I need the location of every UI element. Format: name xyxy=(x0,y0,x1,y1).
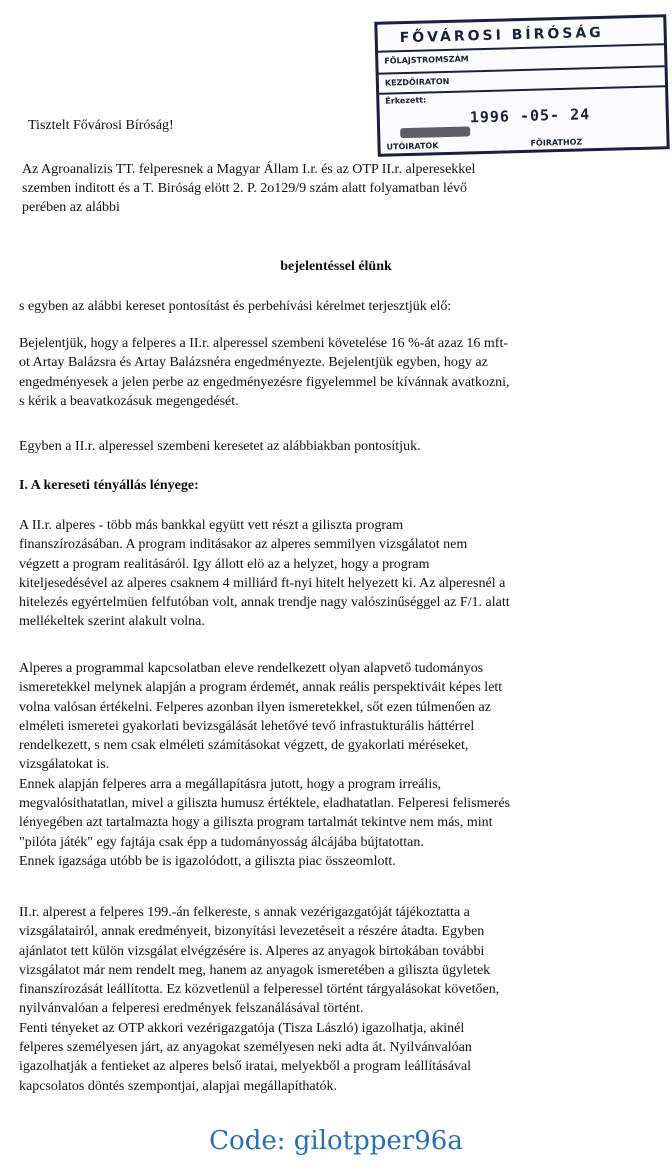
text-line: s kérik a beavatkozásuk megengedését. xyxy=(19,393,239,409)
text-line: engedményesek a jelen perbe az engedményezésre figyelemmel be kívánnak avatkozni, xyxy=(19,374,510,390)
document-code: Code: gilotpper96a xyxy=(209,1126,463,1156)
stamp-divider xyxy=(379,65,665,74)
stamp-row-2: KEZDŐIRATON xyxy=(384,76,450,88)
stamp-row-1: FŐLAJSTROMSZÁM xyxy=(384,54,469,66)
stamp-row-3: Érkezett: xyxy=(385,95,427,106)
text-line: elméleti ismeretei gyakorlati bevizsgálását lehetővé tevő infrastukturális háttérrel xyxy=(19,718,475,734)
text-line: ismeretekkel melynek alapján a program érdemét, annak reális perspektiváit képes lett xyxy=(19,680,503,696)
text-line: ajánlatot tett külön vizsgálat elvégzésére is. Alperes az anyagok birtokában további xyxy=(19,943,485,959)
body-paragraph-3 xyxy=(19,903,664,1096)
text-line: Az Agroanalizis TT. felperesnek a Magyar Állam I.r. és az OTP II.r. alperesekkel xyxy=(22,162,476,177)
text-line: Ennek alapján felperes arra a megállapításra jutott, hogy a program irreális, xyxy=(19,776,442,792)
section-title: I. A kereseti tényállás lényege: xyxy=(19,478,199,493)
text-line: Alperes a programmal kapcsolatban eleve rendelkezett olyan alapvető tudományos xyxy=(19,661,484,676)
stamp-divider xyxy=(379,85,665,94)
stamp-date: 1996 -05- 24 xyxy=(469,105,591,127)
specify-paragraph xyxy=(19,437,664,456)
text-line: "pilóta játék" egy fajtája csak épp a tudományosság álcájába bújtatottan. xyxy=(19,834,424,850)
body-paragraph-2 xyxy=(19,659,664,871)
text-line: mellékeltek szerint alakult volna. xyxy=(19,614,205,630)
text-line: megvalósithatatlan, mivel a giliszta humusz értéktele, eladhatatlan. Felperesi felismerés xyxy=(19,796,510,812)
stamp-row-6: FŐIRATHOZ xyxy=(530,137,583,148)
text-line: volna valósan értékelni. Felperes azonban ilyen ismeretekkel, sőt ezen túlmenően az xyxy=(19,699,491,715)
text-line: végzett a program realitásáról. Igy állott elö az a helyzet, hogy a program xyxy=(19,556,430,572)
text-line: hitelezés egyértelmüen felfutóban volt, annak trendje nagy valószinűséggel az F/1. alatt xyxy=(19,595,510,611)
text-line: s egyben az alábbi kereset pontosítást és perbehívási kérelmet terjesztjük elő: xyxy=(19,299,452,314)
text-line: rendelkezett, s nem csak elméleti számításokat végzett, de gyakorlati méréseket, xyxy=(19,738,469,754)
text-line: kapcsolatos döntés szempontjai, alapjai megállapíthatók. xyxy=(19,1078,338,1094)
text-line: vizsgálatot már nem rendelt meg, hanem az anyagok ismeretében a giliszta ügyletek xyxy=(19,962,491,978)
stamp-title: FŐVÁROSI BÍRÓSÁG xyxy=(399,24,604,47)
text-line: finanszírozásában. A program inditásakor az alperes semmilyen vizsgálatot nem xyxy=(19,537,468,553)
salutation: Tisztelt Fővárosi Bíróság! xyxy=(28,118,174,133)
body-paragraph-1 xyxy=(19,516,664,632)
text-line: nyilvánvalóan a felperesi eredmények felszanálásával történt. xyxy=(19,1001,364,1017)
text-line: szemben inditott és a T. Biróság elött 2. P. 2o129/9 szám alatt folyamatban lévő xyxy=(22,181,468,196)
text-line: ot Artay Balázsra és Artay Balázsnéra engedményezte. Bejelentjük egyben, hogy az xyxy=(19,355,488,371)
center-heading: bejelentéssel élünk xyxy=(280,259,392,274)
announcement-paragraph xyxy=(19,334,664,411)
intro-paragraph xyxy=(22,160,662,217)
text-line: vizsgálatairól, annak eredményeit, bizonyítási levezetéseit a részére átadta. Egyben xyxy=(19,924,485,940)
request-paragraph xyxy=(19,297,664,316)
text-line: kiteljesedésével az alperes csaknem 4 milliárd ft-nyi hitelt helyezett ki. Az alperesnél a xyxy=(19,575,506,591)
text-line: felperes személyesen járt, az anyagokat személyesen neki adta át. Nyilvánvalóan xyxy=(19,1040,472,1056)
text-line: igazolhatják a fentieket az alperes belső iratai, melyekből a program leállításával xyxy=(19,1059,472,1075)
text-line: A II.r. alperes - több más bankkal együtt vett részt a giliszta program xyxy=(19,518,404,533)
court-stamp xyxy=(374,14,669,157)
text-line: Egyben a II.r. alperessel szembeni keresetet az alábbiakban pontosítjuk. xyxy=(19,439,421,454)
text-line: finanszírozását leállította. Ez közvetlenül a felperessel történt tárgyalásokat követően, xyxy=(19,982,500,998)
text-line: Fenti tényeket az OTP akkori vezérigazgatója (Tisza László) igazolhatja, akinél xyxy=(19,1020,465,1036)
text-line: vizsgálatokat is. xyxy=(19,757,110,773)
text-line: perében az alábbi xyxy=(22,200,120,215)
text-line: Ennek igazsága utóbb be is igazolódott, a giliszta piac összeomlott. xyxy=(19,853,396,869)
text-line: II.r. alperest a felperes 199.-án felkereste, s annak vezérigazgatóját tájékoztatta a xyxy=(19,905,470,920)
text-line: Bejelentjük, hogy a felperes a II.r. alperessel szembeni követelése 16 %-át azaz 16 mft- xyxy=(19,336,509,351)
text-line: lényegében azt tartalmazta hogy a giliszta program tartalmát tekintve nem más, mint xyxy=(19,815,493,831)
stamp-row-7: UTÓIRATOK xyxy=(386,141,439,152)
stamp-ink-blot xyxy=(400,126,470,138)
